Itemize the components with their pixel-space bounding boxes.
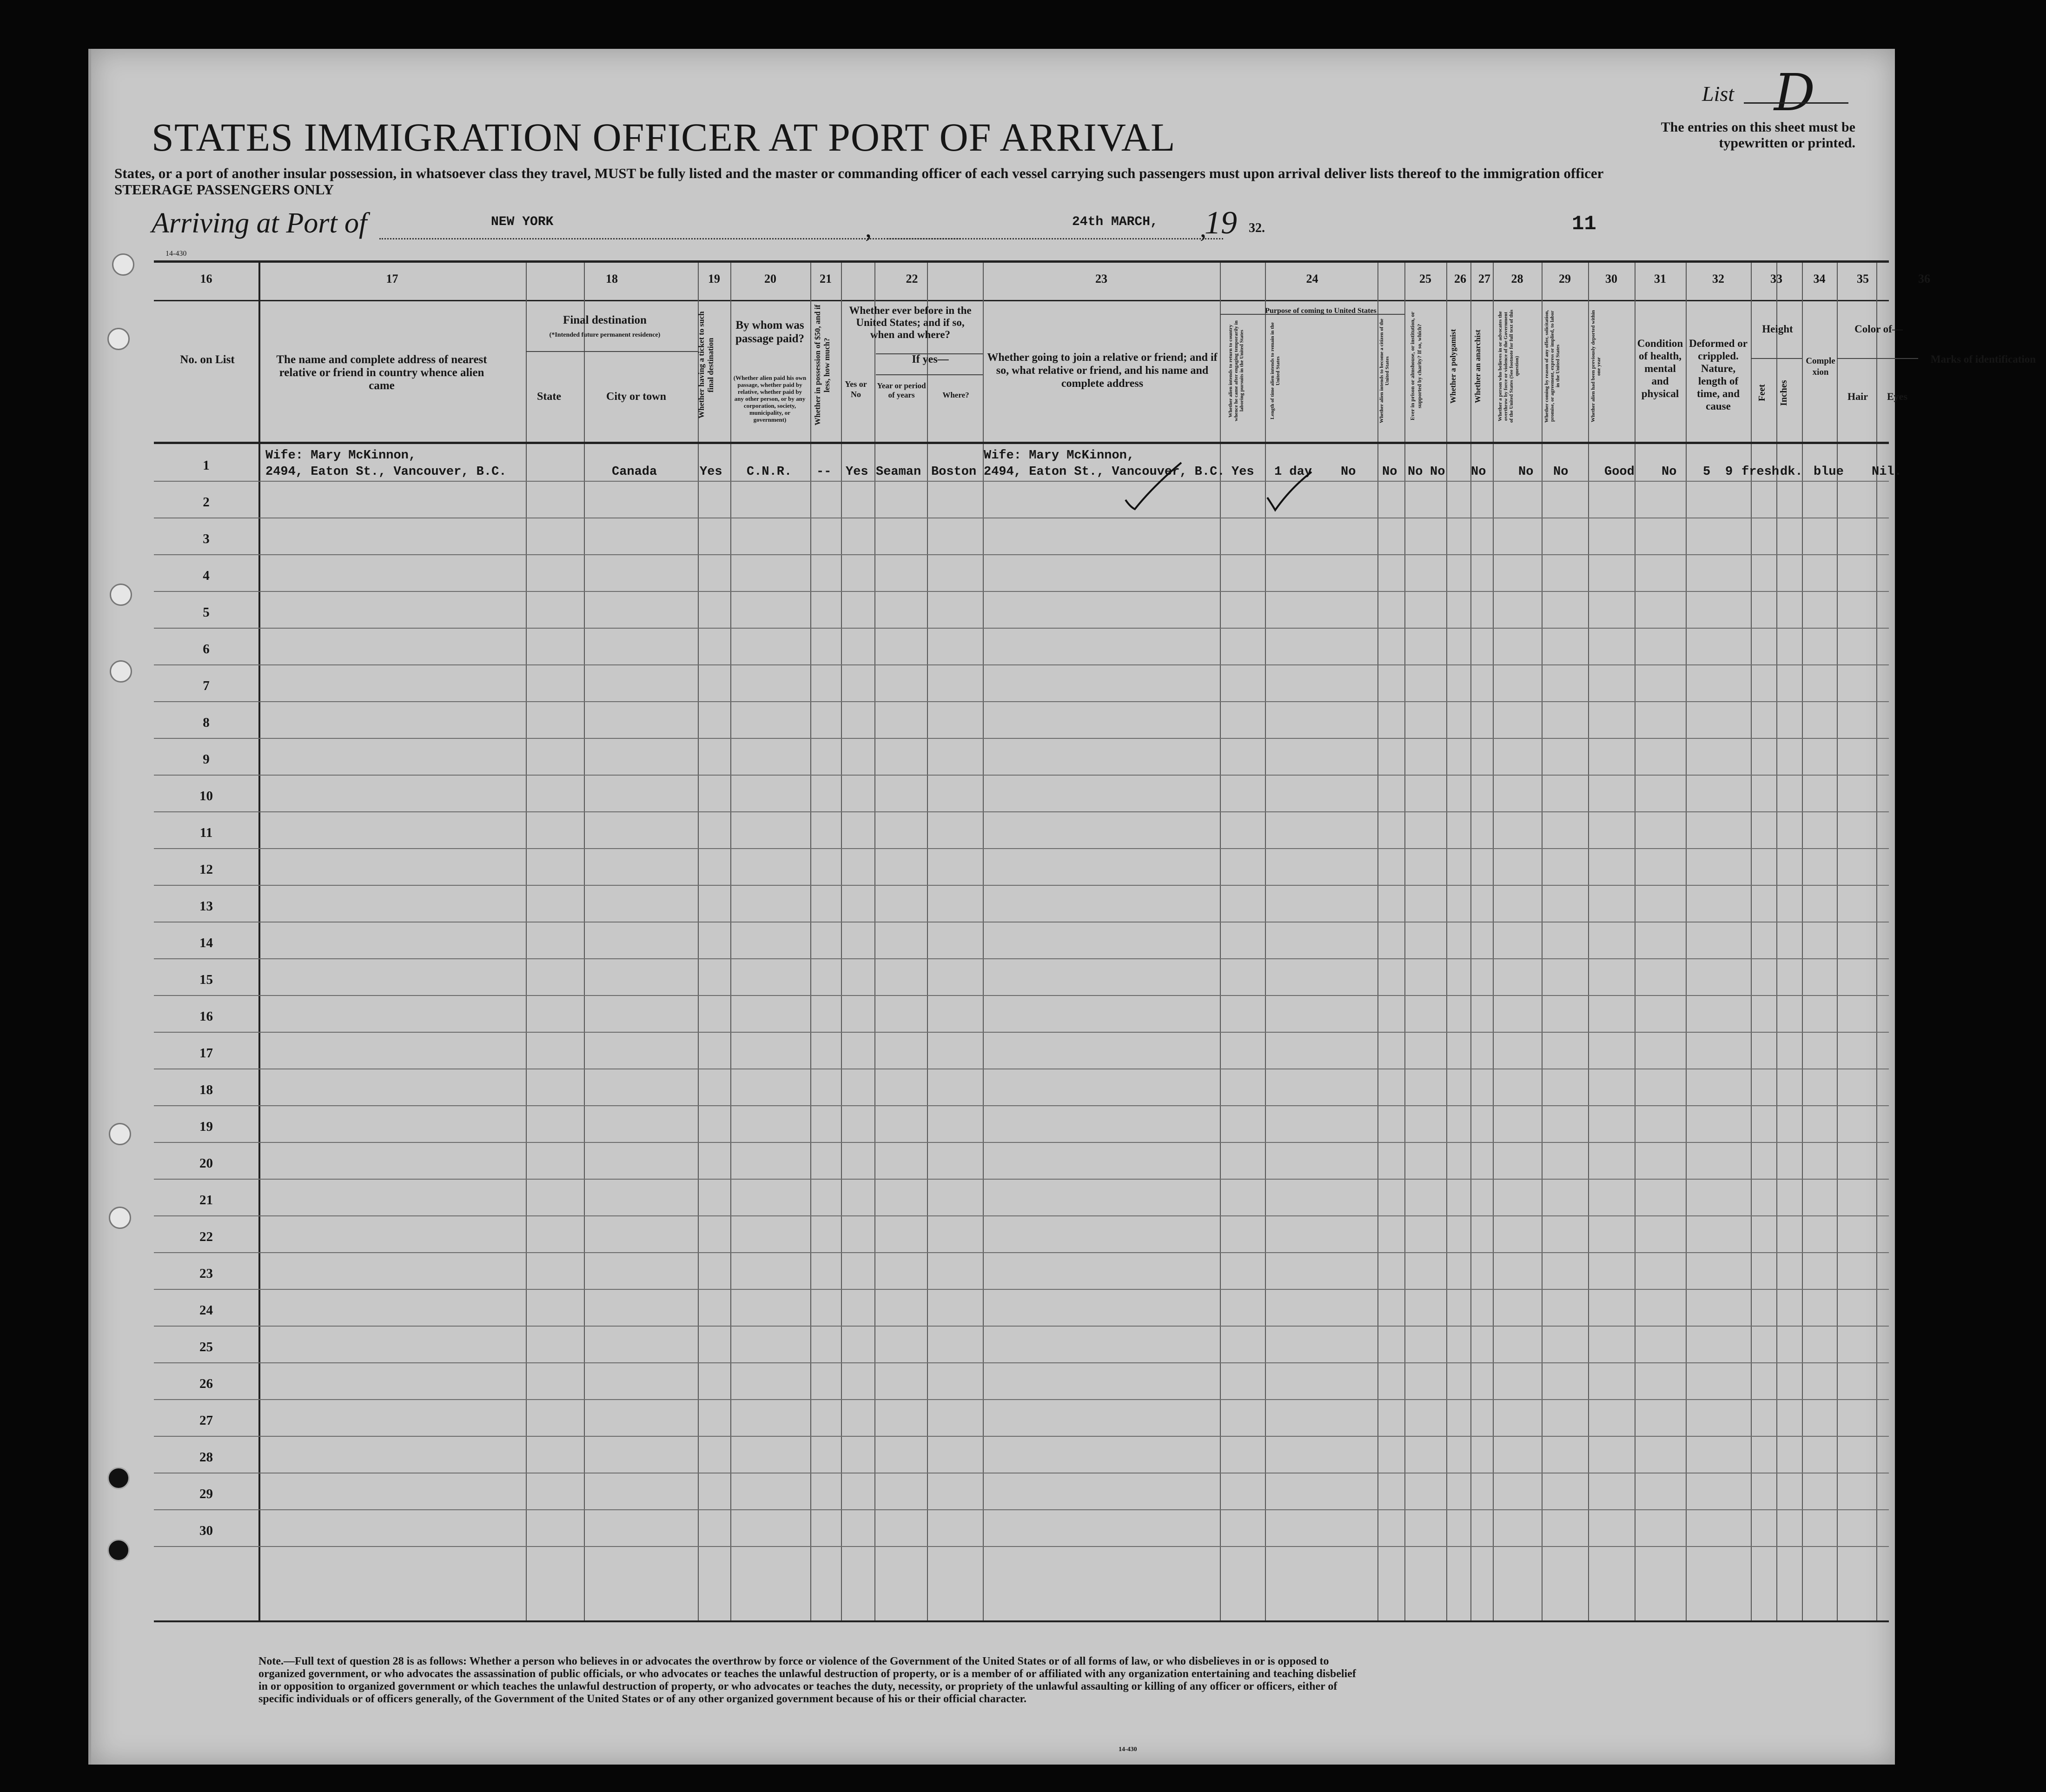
column-number: 35 — [1857, 272, 1869, 285]
row-number: 11 — [199, 825, 213, 840]
cell-length-stay: 1 day — [1274, 465, 1312, 479]
cell-marks: Nil. — [1872, 465, 1902, 479]
column-number: 28 — [1511, 272, 1523, 285]
binder-hole — [109, 1123, 131, 1145]
header-deformed: Deformed or crippled. Nature, length of time, and cause — [1689, 338, 1748, 412]
column-number: 36 — [1918, 272, 1930, 285]
row-number: 30 — [199, 1523, 213, 1538]
row-number: 16 — [199, 1009, 213, 1024]
row-number: 5 — [203, 605, 210, 620]
table-row — [154, 848, 1889, 886]
column-number: 16 — [200, 272, 212, 285]
header-citizen: Whether alien intends to become a citizen of the United States — [1379, 319, 1390, 423]
header-no-on-list: No. on List — [180, 353, 235, 366]
footnote: Note.—Full text of question 28 is as follows: Whether a person who believes in or advocates the overthrow by force or violence of the Government of the United States or of all forms of law, or who disbelieves in or is opposed to organized government, or who advocates the assassination of public officials, or who advocates or teaches the unlawful destruction of property, or is a member of or affiliated with any organization entertaining and teaching disbelief in or opposition to organized government or which teaches the unlawful destruction of property, or who advocates or teaches the duty, necessity, or propriety of the unlawful assaulting or killing of any officer or officers, either of specific individuals or of officers generally, of the Government of the United States or of any other organized government because of his or their official character. — [258, 1655, 1356, 1705]
table-row — [154, 1069, 1889, 1106]
manifest-table — [154, 260, 2036, 1622]
table-row — [154, 554, 1889, 592]
cell-before-us: Yes — [846, 465, 868, 479]
table-row — [154, 885, 1889, 923]
column-number: 21 — [820, 272, 832, 285]
table-row — [154, 1326, 1889, 1363]
table-row — [154, 1215, 1889, 1253]
row-number: 10 — [199, 789, 213, 803]
header-health: Condition of health, mental and physical — [1637, 338, 1683, 399]
row-number: 9 — [203, 752, 210, 767]
header-complexion: Complexion — [1806, 356, 1835, 377]
list-label: List — [1702, 82, 1735, 106]
cell-complexion: fresh — [1741, 465, 1780, 479]
cell-q30: No — [1553, 465, 1569, 479]
row-number: 18 — [199, 1082, 213, 1097]
cell-prison: No — [1382, 465, 1397, 479]
binder-hole — [107, 1467, 130, 1489]
row-number: 13 — [199, 899, 213, 914]
header-length-stay: Length of time alien intends to remain in the United States — [1270, 322, 1281, 419]
header-feet: Feet — [1757, 384, 1767, 402]
binder-hole — [110, 584, 132, 606]
table-row — [154, 518, 1889, 555]
header-final-destination: Final destination — [563, 314, 647, 326]
cell-anarchist: No — [1430, 465, 1445, 479]
comma: , — [1200, 214, 1206, 243]
cell-ticket: Yes — [700, 465, 722, 479]
subheader-rule — [1837, 358, 1918, 359]
cell-hair: dk. — [1780, 465, 1803, 479]
port-value: NEW YORK — [491, 215, 554, 229]
steerage-label: STEERAGE PASSENGERS ONLY — [114, 181, 334, 198]
binder-hole — [112, 253, 134, 276]
cell-relative-line2: 2494, Eaton St., Vancouver, B.C. — [265, 465, 507, 479]
column-number: 26 — [1454, 272, 1466, 285]
column-number: 32 — [1712, 272, 1724, 285]
cell-q28: No — [1471, 465, 1486, 479]
header-city: City or town — [606, 391, 666, 403]
table-row — [154, 775, 1889, 812]
cell-return: Yes — [1232, 465, 1254, 479]
table-row — [154, 1436, 1889, 1473]
table-row — [154, 1252, 1889, 1290]
table-row — [154, 664, 1889, 702]
column-number: 33 — [1770, 272, 1782, 285]
cell-deformed: No — [1662, 465, 1677, 479]
cell-health: Good — [1604, 465, 1635, 479]
cell-relative-line1: Wife: Mary McKinnon, — [265, 449, 417, 463]
table-row — [154, 1509, 1889, 1547]
column-number: 17 — [386, 272, 398, 285]
header-q28: Whether a person who believes in or advocates the overthrow by force or violence of the Government of the United States (See footnote for full text of this question) — [1497, 310, 1520, 423]
cell-polygamist: No — [1408, 465, 1423, 479]
row-number: 26 — [199, 1376, 213, 1391]
table-row — [154, 1362, 1889, 1400]
table-row — [154, 995, 1889, 1033]
manifest-sheet — [88, 49, 2036, 1765]
table-row — [154, 958, 1889, 996]
column-number: 18 — [606, 272, 618, 285]
header-before-us: Whether ever before in the United States; and if so, when and where? — [849, 305, 972, 340]
row-number: 29 — [199, 1487, 213, 1501]
binder-hole — [110, 660, 132, 683]
row-number: 15 — [199, 972, 213, 987]
year-suffix: 32. — [1249, 221, 1265, 235]
header-final-destination-sub: (*Intended future permanent residence) — [549, 332, 661, 338]
header-color-of: Color of— — [1854, 323, 1903, 335]
column-number: 30 — [1605, 272, 1617, 285]
arriving-label: Arriving at Port of — [152, 207, 367, 239]
binder-hole — [107, 328, 130, 350]
header-hair: Hair — [1847, 391, 1868, 402]
cell-money: -- — [816, 465, 832, 479]
header-return: Whether alien intends to return to country whence he came after engaging temporarily in laboring pursuits in the United States — [1228, 320, 1245, 421]
column-number: 27 — [1478, 272, 1490, 285]
row-number: 14 — [199, 936, 213, 950]
table-row — [154, 701, 1889, 739]
subheader-rule — [526, 351, 698, 352]
row-number: 2 — [203, 495, 210, 510]
form-number: 14-430 — [166, 250, 187, 258]
column-number-row — [154, 263, 1930, 301]
row-number: 24 — [199, 1303, 213, 1318]
cell-eyes: blue — [1814, 465, 1844, 479]
header-year-period: Year or period of years — [877, 381, 926, 399]
row-number: 19 — [199, 1119, 213, 1134]
header-state: State — [537, 391, 561, 403]
header-q30: Whether alien had been previously deported within one year — [1590, 310, 1602, 423]
header-nearest-relative: The name and complete address of nearest relative or friend in country whence alien came — [276, 353, 487, 392]
table-row — [154, 481, 1889, 518]
header-height: Height — [1762, 323, 1793, 335]
header-inches: Inches — [1779, 380, 1789, 406]
cell-where: Boston — [931, 465, 977, 479]
header-ticket: Whether having a ticket to such final destination — [697, 311, 715, 419]
row-number: 17 — [199, 1046, 213, 1061]
cell-period: Seaman — [876, 465, 921, 479]
check-mark — [1121, 463, 1186, 514]
subheader-rule — [876, 374, 983, 375]
column-number: 23 — [1095, 272, 1107, 285]
header-passage-paid: By whom was passage paid? — [735, 319, 804, 345]
list-underline — [1744, 102, 1848, 104]
column-number: 24 — [1306, 272, 1318, 285]
row-number: 6 — [203, 642, 210, 657]
header-prison: Ever in prison or almshouse, or institution, or supported by charity? If so, which? — [1409, 312, 1423, 421]
table-row — [154, 1289, 1889, 1327]
row-number: 12 — [199, 862, 213, 877]
column-number: 22 — [906, 272, 918, 285]
row-number: 28 — [199, 1450, 213, 1465]
table-row — [154, 1473, 1889, 1510]
column-number: 31 — [1654, 272, 1666, 285]
list-value: D — [1774, 63, 1815, 122]
cell-join-line1: Wife: Mary McKinnon, — [984, 449, 1135, 463]
header-money: Whether in possession of $50, and if less, how much? — [813, 305, 831, 425]
row-number: 7 — [203, 678, 210, 693]
header-q29: Whether coming by reason of any offer, solicitation, promise, or agreement, express or implied, to labor in the United States — [1544, 310, 1561, 423]
column-number: 29 — [1559, 272, 1571, 285]
table-row — [154, 1032, 1889, 1069]
cell-feet: 5 — [1703, 465, 1711, 479]
table-row — [154, 1179, 1889, 1216]
table-row — [154, 591, 1889, 629]
cell-citizen: No — [1341, 465, 1356, 479]
table-row — [154, 738, 1889, 776]
table-row — [154, 628, 1889, 665]
column-number: 19 — [708, 272, 720, 285]
header-yes-no: Yes or No — [845, 379, 867, 399]
column-number: 34 — [1813, 272, 1826, 285]
row-number: 22 — [199, 1229, 213, 1244]
entries-note: The entries on this sheet must be typewritten or printed. — [1661, 119, 1855, 151]
header-eyes: Eyes — [1887, 391, 1907, 402]
row-number: 4 — [203, 568, 210, 583]
row-number: 23 — [199, 1266, 213, 1281]
table-row — [154, 811, 1889, 849]
row-number: 3 — [203, 531, 210, 546]
cell-passage-paid: C.N.R. — [747, 465, 792, 479]
page-title: STATES IMMIGRATION OFFICER AT PORT OF ARRIVAL — [152, 115, 1176, 159]
row-number: 21 — [199, 1193, 213, 1208]
cell-join-line2: 2494, Eaton St., Vancouver, B.C. — [984, 465, 1225, 479]
header-join-relative: Whether going to join a relative or friend; and if so, what relative or friend, and his name and complete address — [987, 352, 1218, 390]
year-prefix: 19 — [1205, 205, 1237, 241]
column-number: 20 — [764, 272, 776, 285]
header-purpose: Purpose of coming to United States — [1265, 307, 1377, 315]
sheet-number: 11 — [1572, 212, 1596, 236]
subheader-rule — [1751, 358, 1802, 359]
comma: , — [865, 214, 872, 243]
check-mark — [1265, 472, 1316, 514]
row-number: 20 — [199, 1156, 213, 1171]
header-anarchist: Whether an anarchist — [1473, 329, 1482, 403]
binder-hole — [107, 1539, 130, 1561]
header-passage-paid-sub: (Whether alien paid his own passage, whether paid by relative, whether paid by any other person, or by any corporation, society, municipality, or government) — [733, 374, 807, 423]
date-value: 24th MARCH, — [1072, 215, 1158, 229]
table-row — [154, 1105, 1889, 1143]
table-row — [154, 1142, 1889, 1180]
row-number: 25 — [199, 1340, 213, 1354]
row-number: 8 — [203, 715, 210, 730]
header-marks: Marks of identification — [1930, 353, 2036, 365]
cell-destination: Canada — [612, 465, 657, 479]
table-row — [154, 922, 1889, 959]
binder-hole — [109, 1207, 131, 1229]
cell-q29: No — [1518, 465, 1534, 479]
column-number: 25 — [1419, 272, 1431, 285]
header-polygamist: Whether a polygamist — [1449, 329, 1457, 404]
table-row — [154, 1399, 1889, 1437]
rule-text: States, or a port of another insular possession, in whatsoever class they travel, MUST be fully listed and the master or commanding officer of each vessel carrying such passengers must upon arrival deliver lists thereof to the immigration officer — [114, 165, 1604, 181]
row-number: 1 — [203, 458, 210, 473]
cell-inches: 9 — [1725, 465, 1733, 479]
footnote-form-number: 14-430 — [1119, 1746, 1137, 1753]
port-line — [379, 238, 960, 239]
header-where: Where? — [942, 391, 969, 399]
row-number: 27 — [199, 1413, 213, 1428]
header-if-yes: If yes— — [912, 353, 949, 365]
date-line — [884, 238, 1223, 239]
